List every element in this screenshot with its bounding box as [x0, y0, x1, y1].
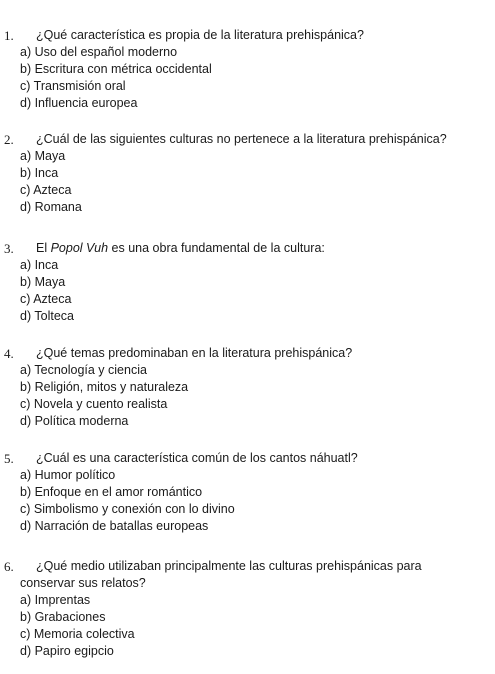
- options-list: [0, 148, 495, 216]
- option-a: a) Inca: [20, 258, 59, 272]
- option-a: a) Humor político: [20, 468, 116, 482]
- book-title: Popol Vuh: [50, 241, 109, 255]
- option-b: b) Enfoque en el amor romántico: [20, 485, 203, 499]
- option-a: a) Maya: [20, 149, 66, 163]
- question-5-line: [0, 450, 495, 467]
- option-b: b) Religión, mitos y naturaleza: [20, 380, 189, 394]
- option-b: b) Inca: [20, 166, 59, 180]
- question-text: ¿Cuál de las siguientes culturas no pertenece a la literatura prehispánica?: [36, 132, 447, 146]
- question-text-after: es una obra fundamental de la cultura:: [108, 241, 325, 255]
- question-text: ¿Qué temas predominaban en la literatura prehispánica?: [36, 346, 353, 360]
- option-a: a) Uso del español moderno: [20, 45, 178, 59]
- option-d: d) Influencia europea: [20, 96, 138, 110]
- option-d: d) Tolteca: [20, 309, 74, 323]
- question-number: 3.: [4, 241, 14, 256]
- question-6: [0, 558, 495, 660]
- question-3: [0, 240, 495, 325]
- option-c: c) Novela y cuento realista: [20, 397, 168, 411]
- question-text-continued: conservar sus relatos?: [20, 576, 146, 590]
- options-list: [0, 467, 495, 535]
- question-text: ¿Cuál es una característica común de los cantos náhuatl?: [36, 451, 358, 465]
- options-list: [0, 592, 495, 660]
- option-b: b) Grabaciones: [20, 610, 106, 624]
- question-text: ¿Qué medio utilizaban principalmente las culturas prehispánicas para: [36, 559, 422, 573]
- question-number: 2.: [4, 132, 14, 147]
- question-3-line: [0, 240, 495, 257]
- question-number: 6.: [4, 559, 14, 574]
- option-b: b) Maya: [20, 275, 66, 289]
- question-4: [0, 345, 495, 430]
- option-a: a) Imprentas: [20, 593, 91, 607]
- question-number: 1.: [4, 28, 14, 43]
- option-c: c) Azteca: [20, 183, 72, 197]
- question-text: ¿Qué característica es propia de la literatura prehispánica?: [36, 28, 364, 42]
- question-1-line: [0, 27, 495, 44]
- option-d: d) Narración de batallas europeas: [20, 519, 209, 533]
- option-d: d) Romana: [20, 200, 82, 214]
- option-c: c) Memoria colectiva: [20, 627, 135, 641]
- question-6-line: [0, 558, 495, 575]
- option-d: d) Papiro egipcio: [20, 644, 114, 658]
- question-1: [0, 27, 495, 112]
- question-6-line-continued: [0, 575, 495, 592]
- option-a: a) Tecnología y ciencia: [20, 363, 147, 377]
- question-text: [36, 240, 325, 257]
- option-c: c) Azteca: [20, 292, 72, 306]
- question-5: [0, 450, 495, 535]
- option-b: b) Escritura con métrica occidental: [20, 62, 212, 76]
- option-c: c) Simbolismo y conexión con lo divino: [20, 502, 235, 516]
- question-text-before: El: [36, 241, 51, 255]
- options-list: [0, 362, 495, 430]
- option-c: c) Transmisión oral: [20, 79, 126, 93]
- question-2-line: [0, 131, 495, 148]
- question-number: 4.: [4, 346, 14, 361]
- options-list: [0, 257, 495, 325]
- question-number: 5.: [4, 451, 14, 466]
- options-list: [0, 44, 495, 112]
- question-4-line: [0, 345, 495, 362]
- option-d: d) Política moderna: [20, 414, 129, 428]
- question-2: [0, 131, 495, 216]
